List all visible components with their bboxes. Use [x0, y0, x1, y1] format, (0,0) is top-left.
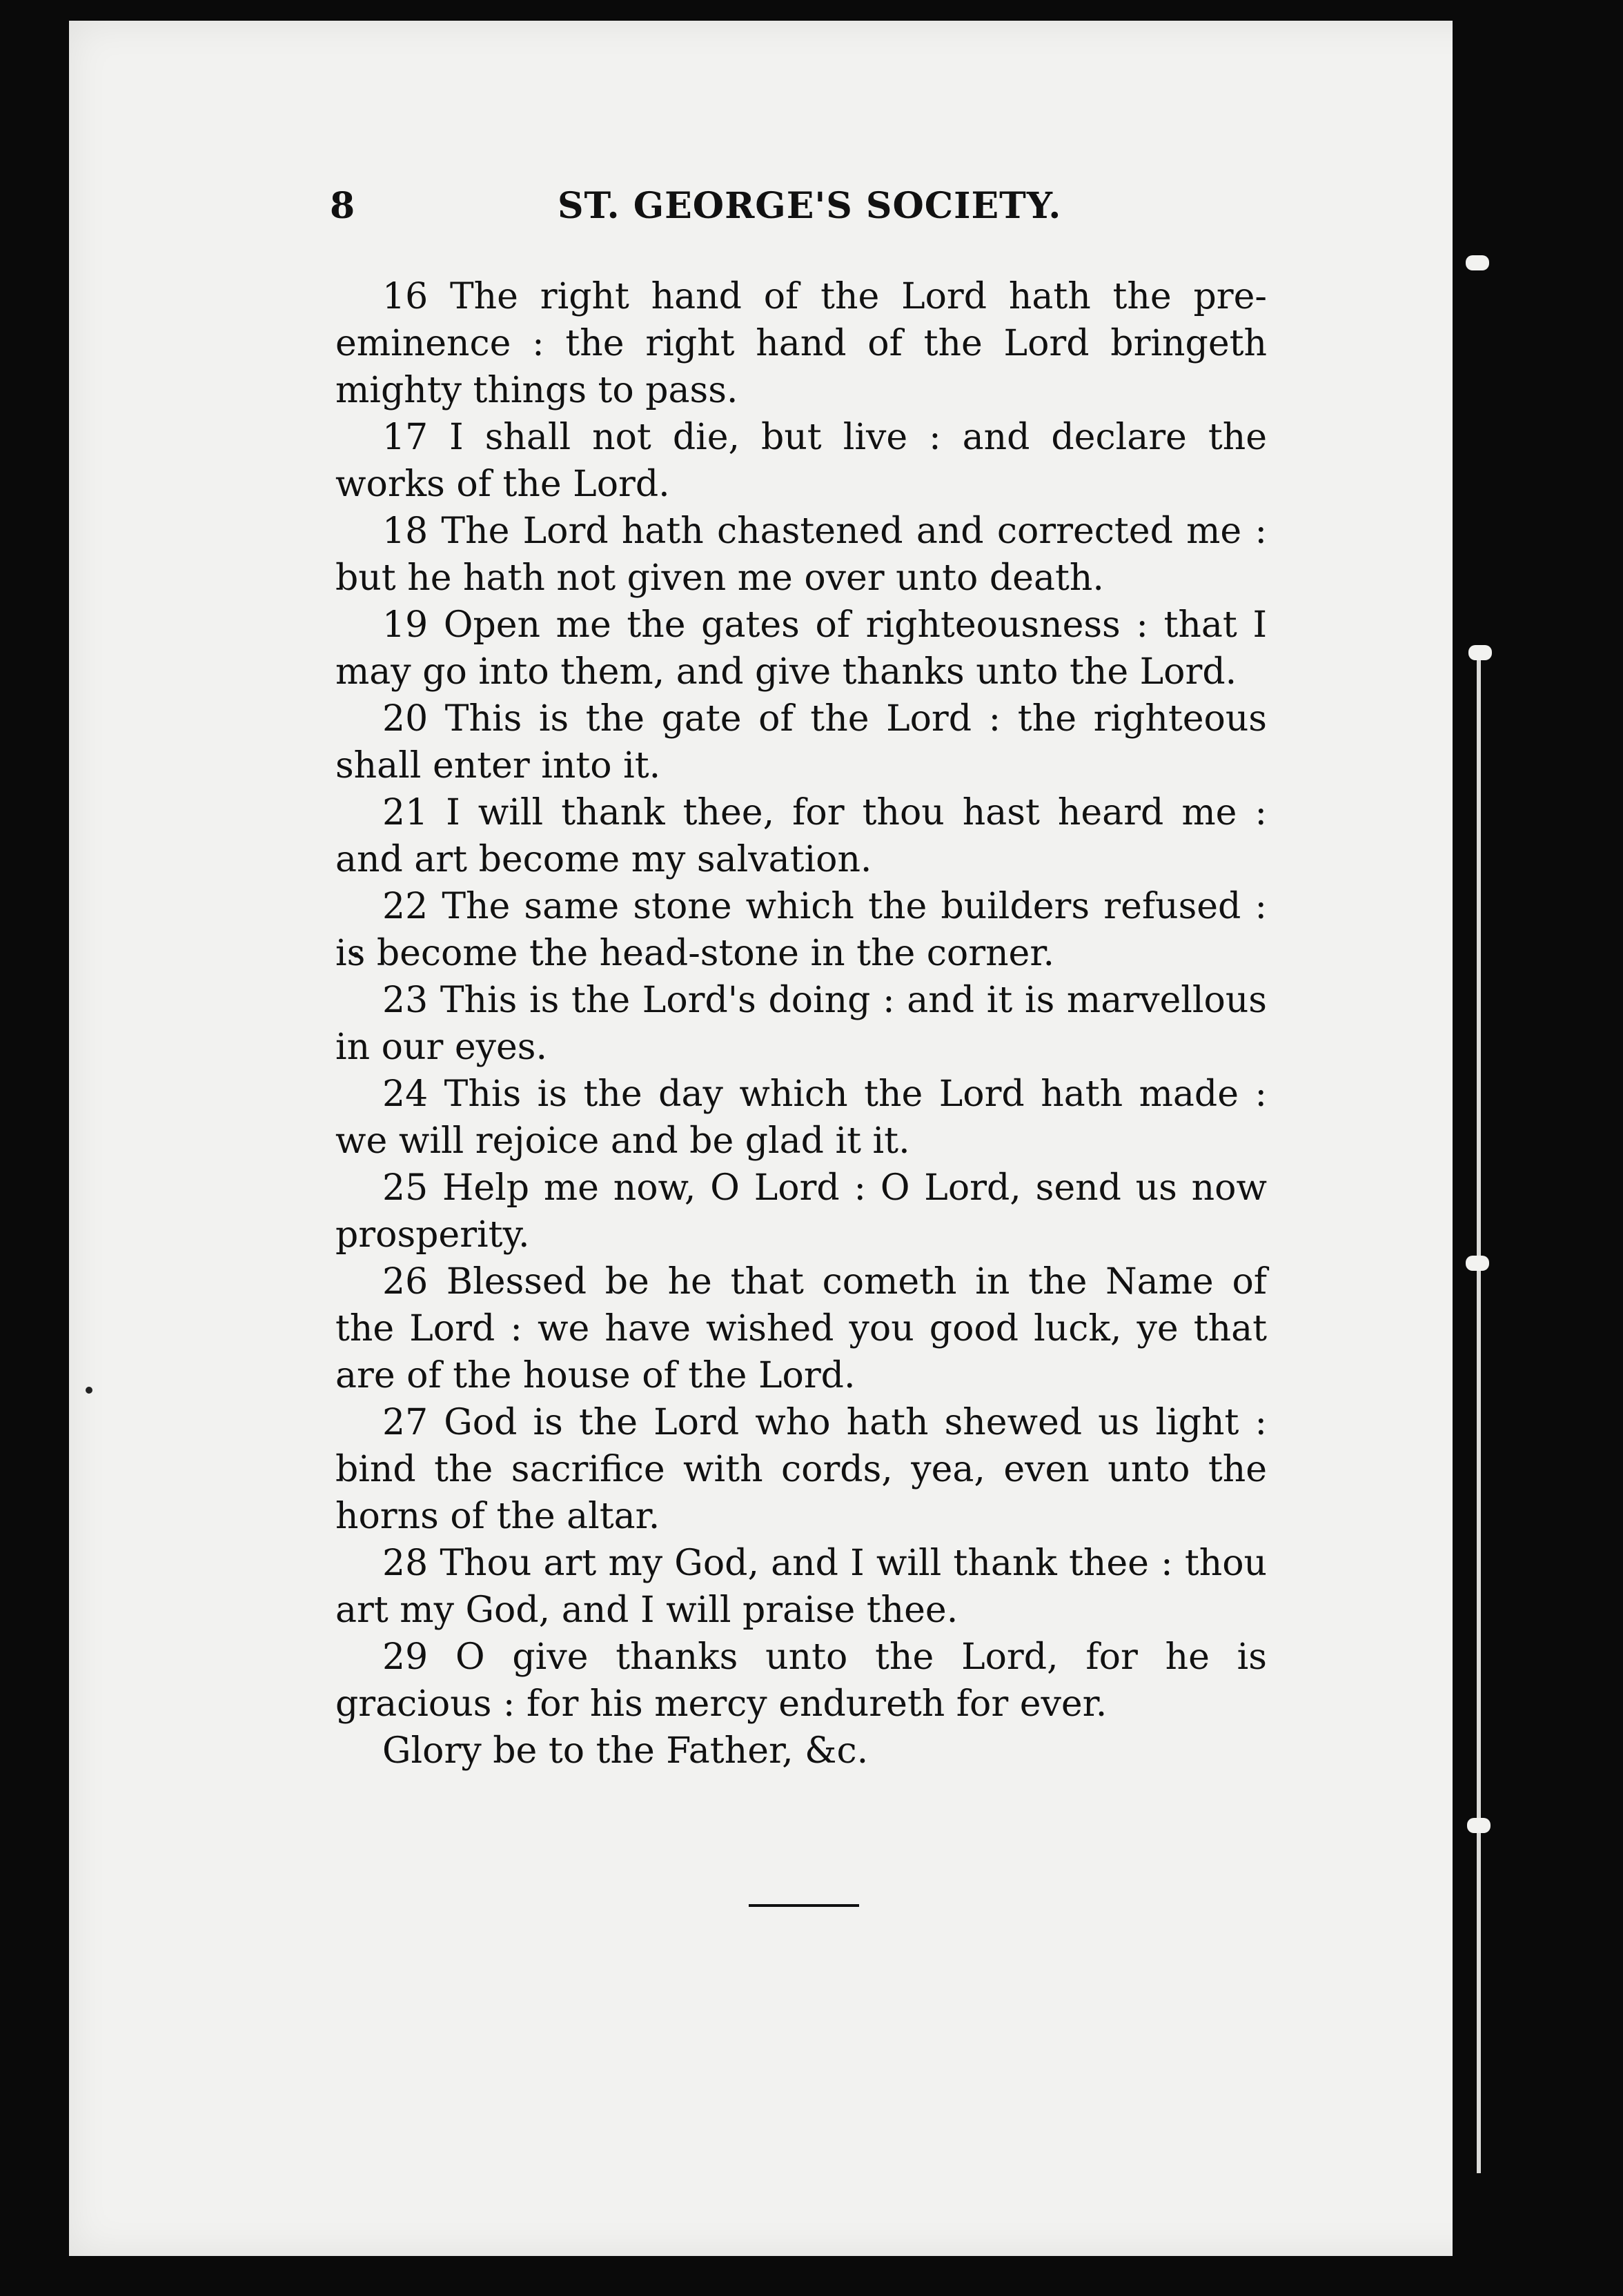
verse-25: 25 Help me now, O Lord : O Lord, send us now prosperity. — [335, 1167, 1267, 1256]
end-rule — [749, 1904, 859, 1907]
binding-knot — [1467, 1818, 1491, 1833]
page-header — [330, 185, 1268, 247]
binding-knot — [1466, 255, 1489, 270]
verse-16: 16 The right hand of the Lord hath the pre-eminence : the right hand of the Lord bringeth mighty things to pass. — [335, 276, 1267, 411]
verse-17: 17 I shall not die, but live : and declare the works of the Lord. — [335, 417, 1267, 505]
doxology: Glory be to the Father, &c. — [382, 1730, 869, 1772]
verse-19: 19 Open me the gates of righteousness : that I may go into them, and give thanks unto the Lord. — [335, 604, 1267, 693]
verse-28: 28 Thou art my God, and I will thank thee : thou art my God, and I will praise thee. — [335, 1543, 1267, 1631]
verse-27: 27 God is the Lord who hath shewed us light : bind the sacrifice with cords, yea, even unto the horns of the altar. — [335, 1402, 1267, 1537]
verse-26: 26 Blessed be he that cometh in the Name of the Lord : we have wished you good luck, ye that are of the house of the Lord. — [335, 1261, 1267, 1396]
running-head: ST. GEORGE'S SOCIETY. — [558, 185, 1062, 227]
psalm-text — [335, 273, 1267, 1774]
verse-23: 23 This is the Lord's doing : and it is marvellous in our eyes. — [335, 980, 1267, 1068]
verse-22: 22 The same stone which the builders refused : is become the head-stone in the corner. — [335, 886, 1267, 974]
binding-knot — [1466, 1256, 1489, 1271]
ink-speck — [86, 1387, 92, 1394]
verse-18: 18 The Lord hath chastened and corrected me : but he hath not given me over unto death. — [335, 511, 1267, 599]
verse-29: 29 O give thanks unto the Lord, for he is gracious : for his mercy endureth for ever. — [335, 1636, 1267, 1725]
verse-21: 21 I will thank thee, for thou hast heard me : and art become my salvation. — [335, 792, 1267, 880]
binding-knot — [1468, 645, 1492, 660]
verse-20: 20 This is the gate of the Lord : the righteous shall enter into it. — [335, 698, 1267, 786]
verse-24: 24 This is the day which the Lord hath made : we will rejoice and be glad it it. — [335, 1073, 1267, 1162]
page-number: 8 — [330, 185, 355, 227]
binding-thread — [1477, 655, 1481, 2173]
